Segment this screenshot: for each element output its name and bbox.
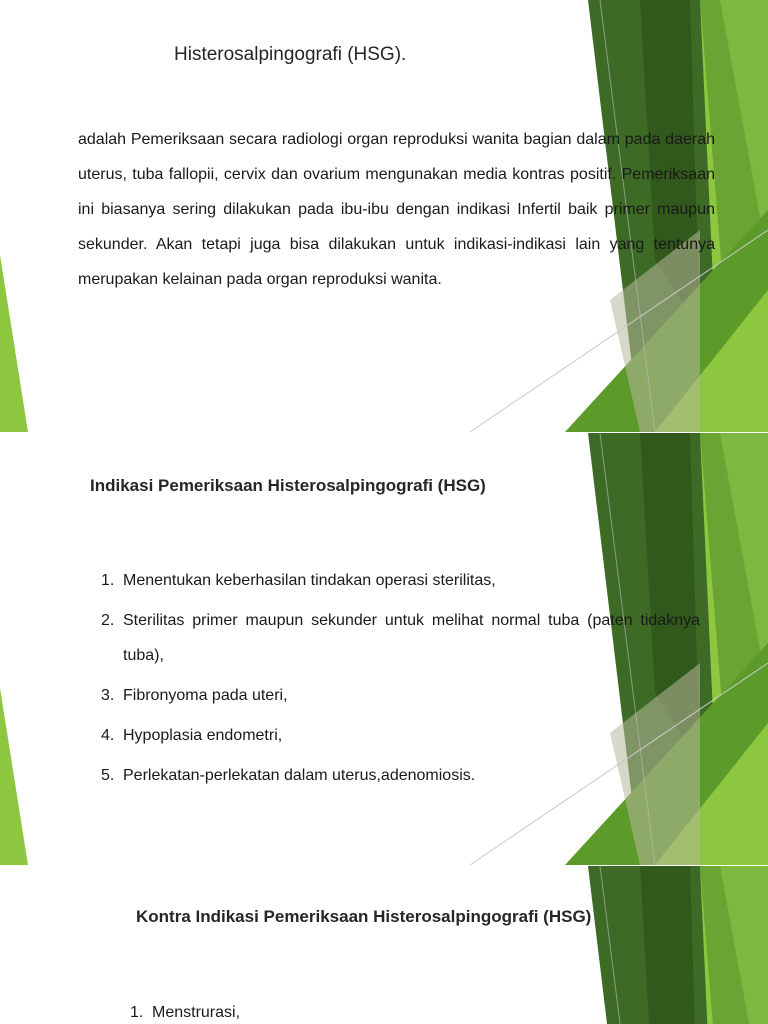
list-text: Perlekatan-perlekatan dalam uterus,adenomiosis.: [123, 767, 476, 784]
contraindications-heading: Kontra Indikasi Pemeriksaan Histerosalpingografi (HSG): [136, 907, 592, 926]
list-number: 1.: [101, 572, 115, 589]
slide-contraindications: [0, 866, 768, 1024]
list-item: [101, 609, 700, 673]
definition-paragraph: adalah Pemeriksaan secara radiologi organ reproduksi wanita bagian dalam pada daerah uterus, tuba fallopii, cervix dan ovarium mengunakan media kontras positif. Pemeriksaan ini biasanya sering dilakukan pada ibu-ibu dengan indikasi Infertil baik primer maupun sekunder. Akan tetapi juga bisa dilakukan untuk indikasi-indikasi lain yang tentunya merupakan kelainan pada organ reproduksi wanita.: [78, 131, 715, 288]
list-number: 4.: [101, 727, 115, 744]
list-text: Menstrurasi,: [152, 1004, 241, 1021]
slide-title: Histerosalpingografi (HSG).: [174, 44, 407, 65]
list-item: [101, 764, 700, 793]
contraindications-list: [130, 1001, 690, 1024]
list-item: [101, 724, 700, 753]
list-number: 1.: [130, 1004, 144, 1021]
list-text: Hypoplasia endometri,: [123, 727, 283, 744]
slide-definition: [0, 0, 768, 432]
list-item: [130, 1001, 690, 1024]
list-text: Menentukan keberhasilan tindakan operasi sterilitas,: [123, 572, 496, 589]
list-item: [101, 684, 700, 713]
indications-list: [101, 569, 700, 804]
list-number: 5.: [101, 767, 115, 784]
list-number: 3.: [101, 687, 115, 704]
slide-indications: [0, 433, 768, 865]
list-text: Fibronyoma pada uteri,: [123, 687, 288, 704]
list-text: Sterilitas primer maupun sekunder untuk melihat normal tuba (paten tidaknya tuba),: [123, 612, 700, 664]
list-number: 2.: [101, 612, 115, 629]
indications-heading: Indikasi Pemeriksaan Histerosalpingografi (HSG): [90, 476, 486, 495]
list-item: [101, 569, 700, 598]
